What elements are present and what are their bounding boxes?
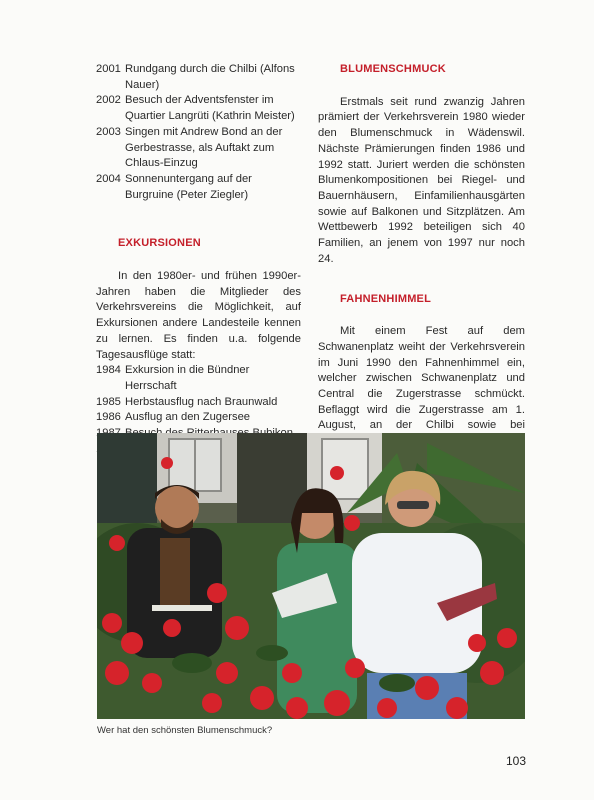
- page-number: 103: [506, 754, 527, 768]
- list-year: 2001: [96, 63, 121, 75]
- list-year: 1985: [96, 395, 121, 408]
- photo-caption: Wer hat den schönsten Blumenschmuck?: [97, 725, 273, 736]
- list-item: [96, 125, 301, 172]
- garden-photo: [97, 433, 525, 719]
- list-item: [96, 93, 301, 124]
- list-text: Singen mit Andrew Bond an der Gerbestrasse, als Auftakt zum Chlaus-Einzug: [125, 125, 283, 170]
- left-column: [96, 62, 301, 457]
- exkursionen-paragraph: In den 1980er- und frühen 1990er-Jahren haben die Mitglieder des Verkehrsvereins die Möglichkeit, auf Exkursionen andere Landesteile kennen zu lernen. Es finden u.a. folgende Tagesausflüge statt:: [96, 270, 301, 361]
- list-text: Rundgang durch die Chilbi (Alfons Nauer): [125, 63, 295, 91]
- list-item: [96, 395, 301, 411]
- blumenschmuck-paragraph: Erstmals seit rund zwanzig Jahren prämiert der Verkehrsverein 1980 wieder den Blumenschmuck in Wädenswil. Nächste Prämierungen finden 1986 und 1992 statt. Juriert werden die schönsten Blumenkompositionen bei Riegel- und Bauernhäusern, Einfamilienhausgärten sowie auf Balkonen und Sitzplätzen. Am Wettbewerb 1992 beteiligen sich 40 Familien, an jenem von 1997 nur noch 24.: [318, 95, 525, 265]
- list-item: [96, 172, 301, 203]
- list-year: 1986: [96, 411, 121, 424]
- events-list: [96, 62, 301, 203]
- list-text: Sonnenuntergang auf der Burgruine (Peter Ziegler): [125, 172, 252, 201]
- list-text: Ausflug an den Zugersee: [125, 411, 251, 424]
- section-heading-exkursionen: EXKURSIONEN: [118, 237, 201, 250]
- list-year: 1984: [96, 364, 121, 377]
- list-item: [96, 62, 301, 93]
- section-heading-blumenschmuck: BLUMENSCHMUCK: [340, 63, 446, 75]
- garden-photo-illustration: [97, 433, 525, 719]
- fahnenhimmel-paragraph: Mit einem Fest auf dem Schwanenplatz weiht der Verkehrsverein im Juni 1990 den Fahnenhimmel ein, welcher zwischen Schwanenplatz und Central die Zugerstrasse schmückt. Beflaggt wird die Zugerstrasse am 1. August, an der Chilbi sowie bei: [318, 325, 525, 432]
- list-text: Exkursion in die Bündner Herrschaft: [125, 364, 250, 392]
- list-text: Besuch der Adventsfenster im Quartier Langrüti (Kathrin Meister): [125, 94, 295, 123]
- list-year: 2004: [96, 172, 121, 185]
- right-column: [318, 62, 525, 450]
- list-year: 2003: [96, 125, 121, 138]
- list-text: Herbstausflug nach Braunwald: [125, 395, 278, 408]
- section-heading-fahnenhimmel: FAHNENHIMMEL: [340, 293, 432, 306]
- list-year: 2002: [96, 94, 121, 107]
- list-item: [96, 363, 301, 394]
- list-item: [96, 410, 301, 426]
